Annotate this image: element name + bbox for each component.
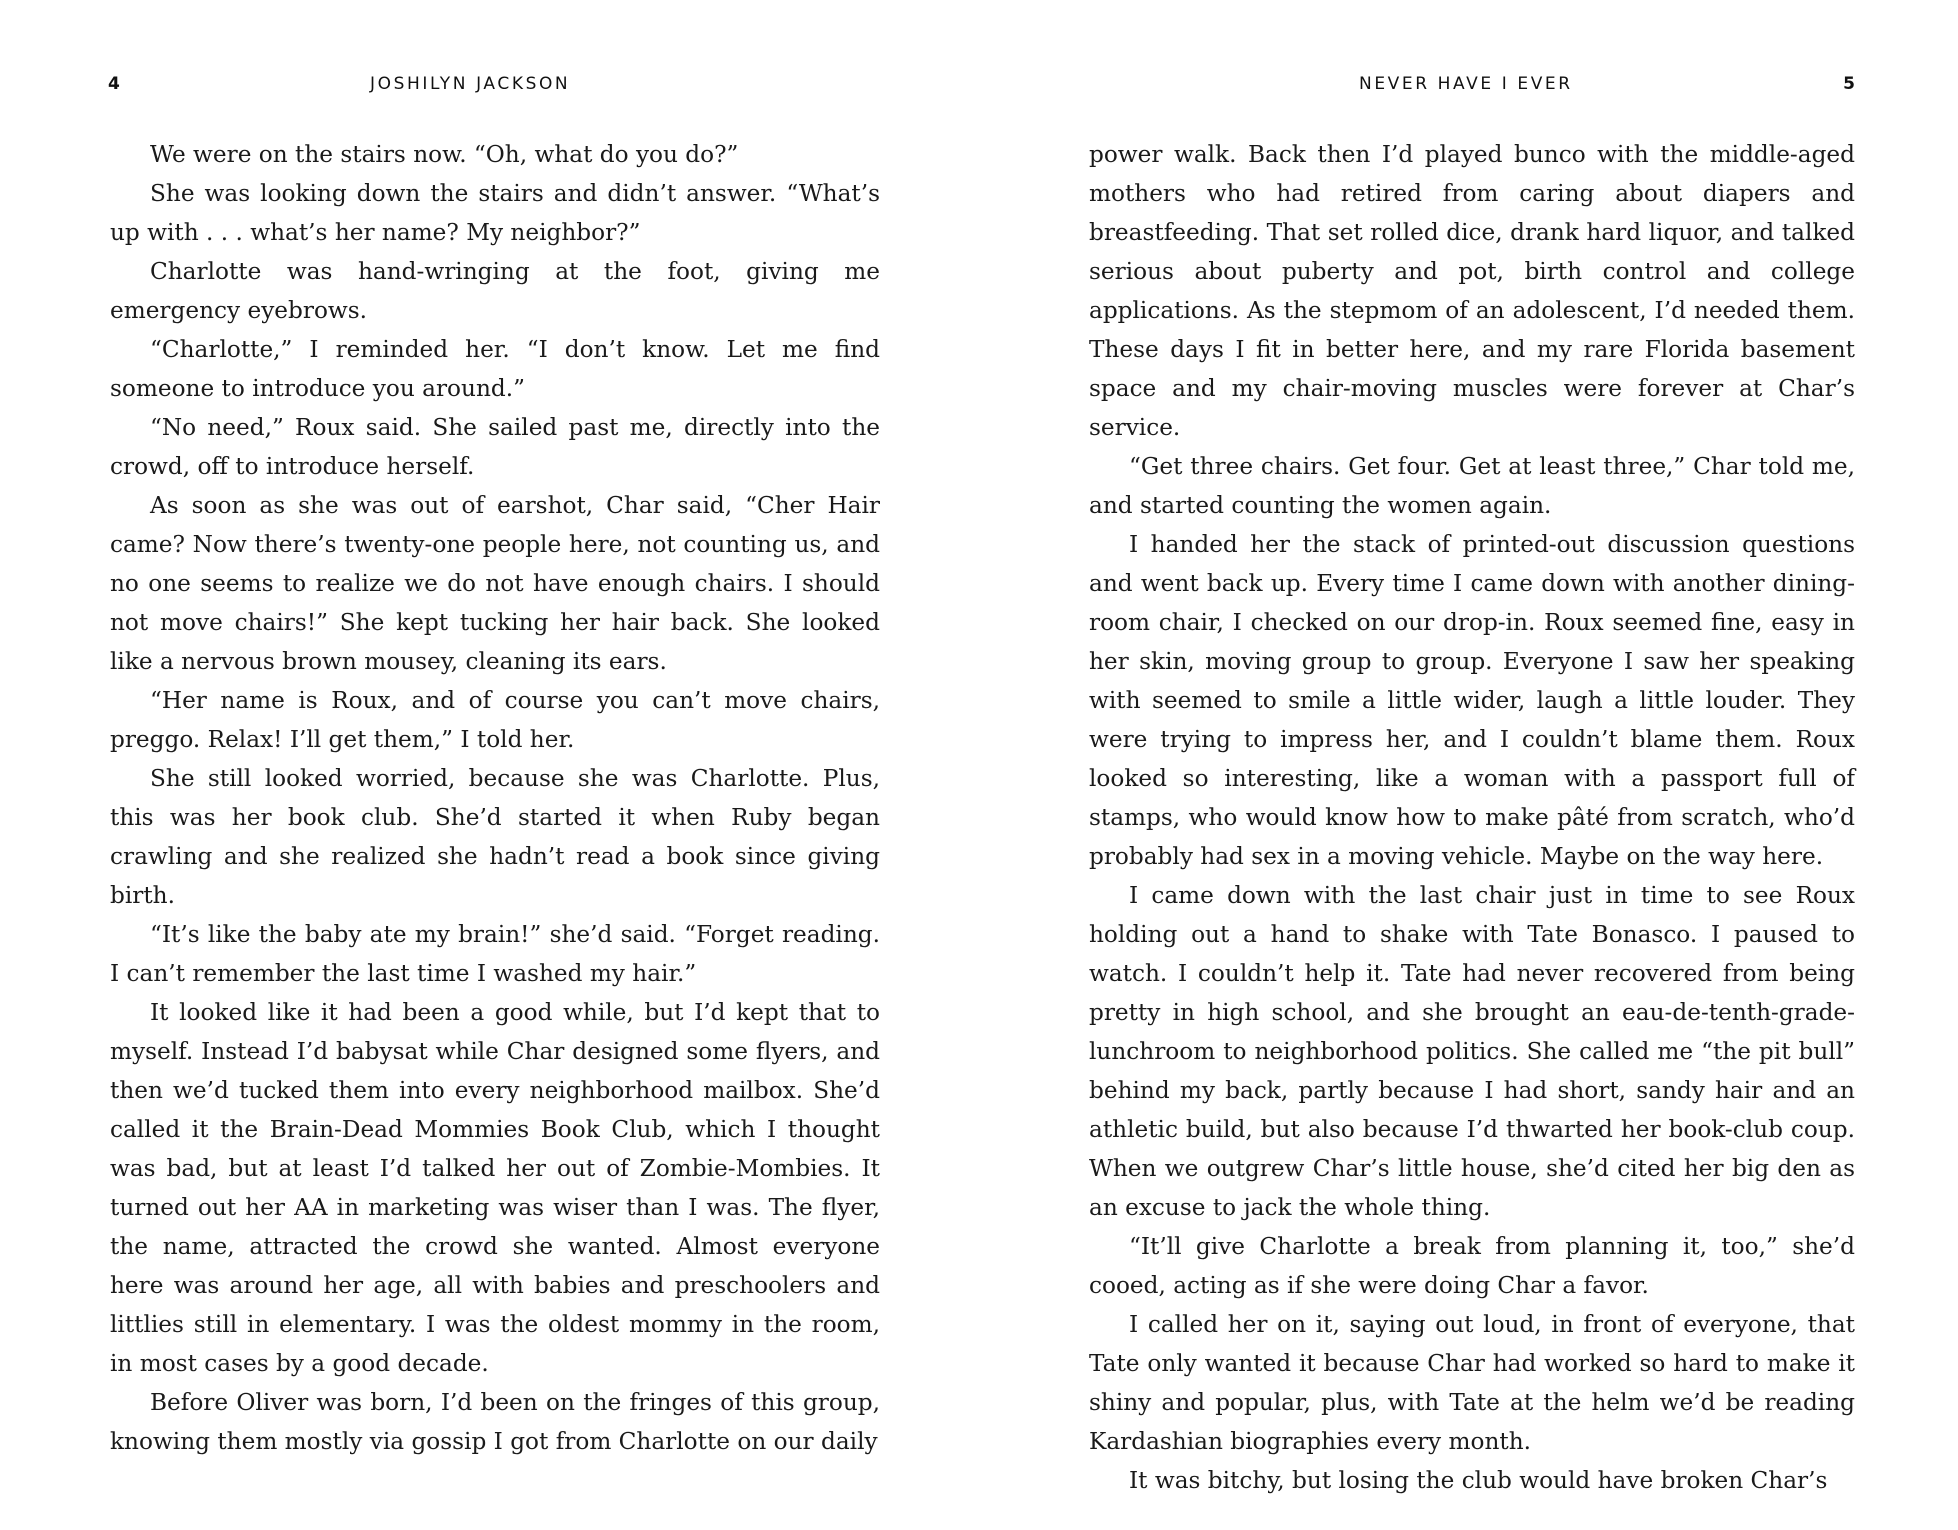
book-title-running-head: NEVER HAVE I EVER xyxy=(1359,74,1573,94)
paragraph: It looked like it had been a good while, but I’d kept that to myself. Instead I’d babysat while Char designed some flyers, and then we’d tucked them into every neighborhood mailbox. She’d called it the Brain-Dead Mommies Book Club, which I thought was bad, but at least I’d talked her out of Zombie-Mombies. It turned out her AA in marketing was wiser than I was. The flyer, the name, attracted the crowd she wanted. Almost everyone here was around her age, all with babies and preschoolers and littlies still in elementary. I was the oldest mommy in the room, in most cases by a good decade. xyxy=(110,999,880,1377)
paragraph: “No need,” Roux said. She sailed past me, directly into the crowd, off to introduce herself. xyxy=(110,414,880,480)
paragraph: I handed her the stack of printed-out discussion questions and went back up. Every time I came down with another dining-room chair, I checked on our drop-in. Roux seemed fine, easy in her skin, moving group to group. Everyone I saw her speaking with seemed to smile a little wider, laugh a little louder. They were trying to impress her, and I couldn’t blame them. Roux looked so interesting, like a woman with a passport full of stamps, who would know how to make pâté from scratch, who’d probably had sex in a moving vehicle. Maybe on the way here. xyxy=(1089,531,1855,870)
paragraph: “Charlotte,” I reminded her. “I don’t know. Let me find someone to introduce you around.” xyxy=(110,336,880,402)
paragraph: Charlotte was hand-wringing at the foot, giving me emergency eyebrows. xyxy=(110,258,880,324)
left-page xyxy=(110,0,880,1530)
left-running-head xyxy=(110,74,880,98)
paragraph: She still looked worried, because she was Charlotte. Plus, this was her book club. She’d started it when Ruby began crawling and she realized she hadn’t read a book since giving birth. xyxy=(110,765,880,909)
paragraph: We were on the stairs now. “Oh, what do you do?” xyxy=(150,141,739,168)
left-body-text xyxy=(110,135,880,1461)
right-page xyxy=(1089,0,1855,1530)
right-page-number: 5 xyxy=(1843,74,1855,94)
paragraph: “Her name is Roux, and of course you can’t move chairs, preggo. Relax! I’ll get them,” I told her. xyxy=(110,687,880,753)
paragraph: As soon as she was out of earshot, Char said, “Cher Hair came? Now there’s twenty-one people here, not counting us, and no one seems to realize we do not have enough chairs. I should not move chairs!” She kept tucking her hair back. She looked like a nervous brown mousey, cleaning its ears. xyxy=(110,492,880,675)
continued-paragraph: power walk. Back then I’d played bunco with the middle-aged mothers who had retired from caring about diapers and breastfeeding. That set rolled dice, drank hard liquor, and talked serious about puberty and pot, birth control and college applications. As the stepmom of an adolescent, I’d needed them. These days I fit in better here, and my rare Florida basement space and my chair-moving muscles were forever at Char’s service. xyxy=(1089,141,1855,441)
paragraph: “It’s like the baby ate my brain!” she’d said. “Forget reading. I can’t remember the last time I washed my hair.” xyxy=(110,921,880,987)
paragraph: I called her on it, saying out loud, in front of everyone, that Tate only wanted it because Char had worked so hard to make it shiny and popular, plus, with Tate at the helm we’d be reading Kardashian biographies every month. xyxy=(1089,1311,1855,1455)
author-running-head: JOSHILYN JACKSON xyxy=(370,74,571,94)
right-running-head xyxy=(1089,74,1855,98)
paragraph: “Get three chairs. Get four. Get at least three,” Char told me, and started counting the women again. xyxy=(1089,453,1855,519)
left-page-number: 4 xyxy=(108,74,120,94)
paragraph: It was bitchy, but losing the club would have broken Char’s xyxy=(1129,1467,1828,1494)
paragraph: I came down with the last chair just in time to see Roux holding out a hand to shake with Tate Bonasco. I paused to watch. I couldn’t help it. Tate had never recovered from being pretty in high school, and she brought an eau-de-tenth-grade-lunchroom to neighborhood politics. She called me “the pit bull” behind my back, partly because I had short, sandy hair and an athletic build, but also because I’d thwarted her book-club coup. When we outgrew Char’s little house, she’d cited her big den as an excuse to jack the whole thing. xyxy=(1089,882,1855,1221)
right-body-text xyxy=(1089,135,1855,1500)
paragraph: She was looking down the stairs and didn’t answer. “What’s up with . . . what’s her name? My neighbor?” xyxy=(110,180,880,246)
paragraph: Before Oliver was born, I’d been on the fringes of this group, knowing them mostly via gossip I got from Charlotte on our daily xyxy=(110,1389,880,1455)
paragraph: “It’ll give Charlotte a break from planning it, too,” she’d cooed, acting as if she were doing Char a favor. xyxy=(1089,1233,1855,1299)
